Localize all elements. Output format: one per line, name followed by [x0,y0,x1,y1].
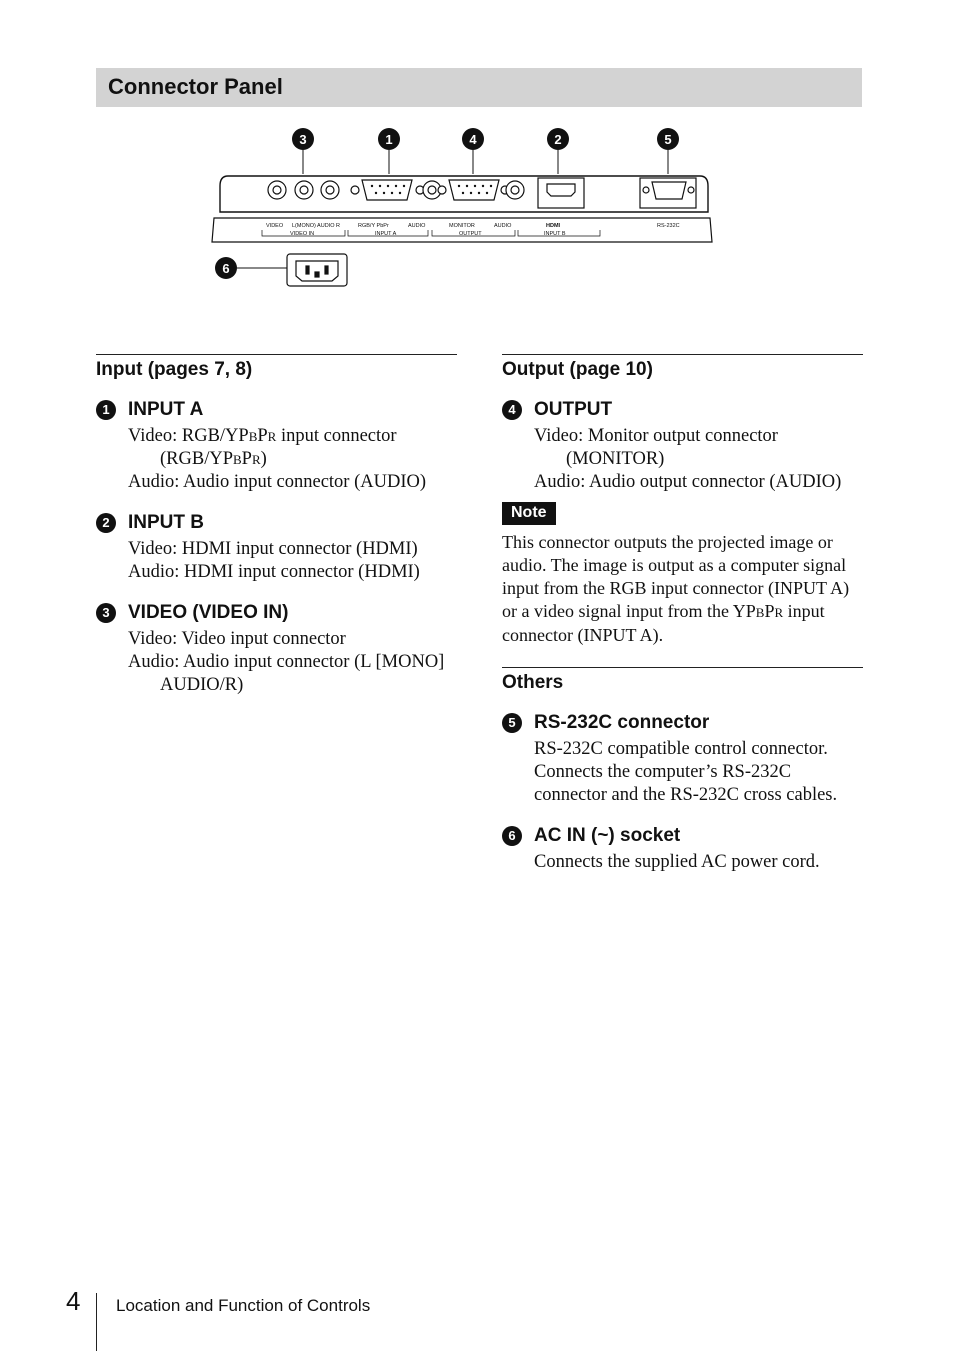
item-title: VIDEO (VIDEO IN) [128,602,289,623]
item-rs232c [502,710,863,807]
label-monitor: MONITOR [449,223,475,229]
footer-divider [96,1293,97,1351]
item-input-a [96,397,457,494]
label-video-in: VIDEO IN [290,231,315,237]
callout-1: 1 [385,132,393,147]
page-title: Connector Panel [108,74,283,99]
label-mono-audio: L(MONO) AUDIO R [292,223,340,229]
label-input-b: INPUT B [544,231,566,237]
number-badge: 2 [96,513,116,533]
item-title: INPUT A [128,399,204,420]
callout-2: 2 [554,132,562,147]
callout-5: 5 [664,132,672,147]
callout-6: 6 [222,261,230,276]
label-hdmi: HDMI [546,223,561,229]
item-line: Audio: Audio output connector (AUDIO) [534,472,842,492]
item-line: Connects the supplied AC power cord. [534,852,820,872]
callout-3: 3 [299,132,307,147]
item-line: Audio: HDMI input connector (HDMI) [128,562,420,582]
number-badge: 4 [502,400,522,420]
number-badge: 3 [96,603,116,623]
number-badge: 6 [502,826,522,846]
input-column [96,354,457,713]
input-heading: Input (pages 7, 8) [96,354,457,383]
item-input-b [96,510,457,584]
label-rs232c: RS-232C [657,223,680,229]
connector-panel-diagram [200,120,730,300]
note-label: Note [502,502,556,525]
item-video-in [96,600,457,697]
number-badge: 5 [502,713,522,733]
item-line: Audio: Audio input connector (AUDIO) [128,472,427,492]
others-heading: Others [502,667,863,696]
item-title: INPUT B [128,512,204,533]
item-ac-in [502,823,863,874]
item-line: RS-232C compatible control connector. Connects the computer’s RS-232C connector and the RS-232C cross cables. [534,739,838,805]
label-video: VIDEO [266,223,284,229]
item-line: Video: HDMI input connector (HDMI) [128,539,418,559]
label-output: OUTPUT [459,231,482,237]
item-line: Video: RGB/YPBPR input connector (RGB/YPBPR) [128,426,397,469]
label-audio-a: AUDIO [408,223,426,229]
label-rgb: RGB/Y PbPr [358,223,389,229]
section-banner [96,68,862,107]
item-output [502,397,863,494]
footer-section-title: Location and Function of Controls [116,1296,371,1315]
item-line: Video: Monitor output connector (MONITOR) [534,426,778,469]
item-line: Audio: Audio input connector (L [MONO] AUDIO/R) [128,652,445,695]
label-input-a: INPUT A [375,231,397,237]
page-number: 4 [66,1286,81,1316]
number-badge: 1 [96,400,116,420]
item-title: RS-232C connector [534,712,710,733]
item-title: OUTPUT [534,399,613,420]
output-heading: Output (page 10) [502,354,863,383]
item-title: AC IN (~) socket [534,825,681,846]
label-audio-out: AUDIO [494,223,512,229]
item-line: Video: Video input connector [128,629,346,649]
callout-4: 4 [469,132,477,147]
output-column [502,354,863,890]
note-text: This connector outputs the projected image or audio. The image is output as a computer signal input from the RGB input connector (INPUT A) or a video signal input from the YPBPR input connector (INPUT A). [502,532,850,645]
